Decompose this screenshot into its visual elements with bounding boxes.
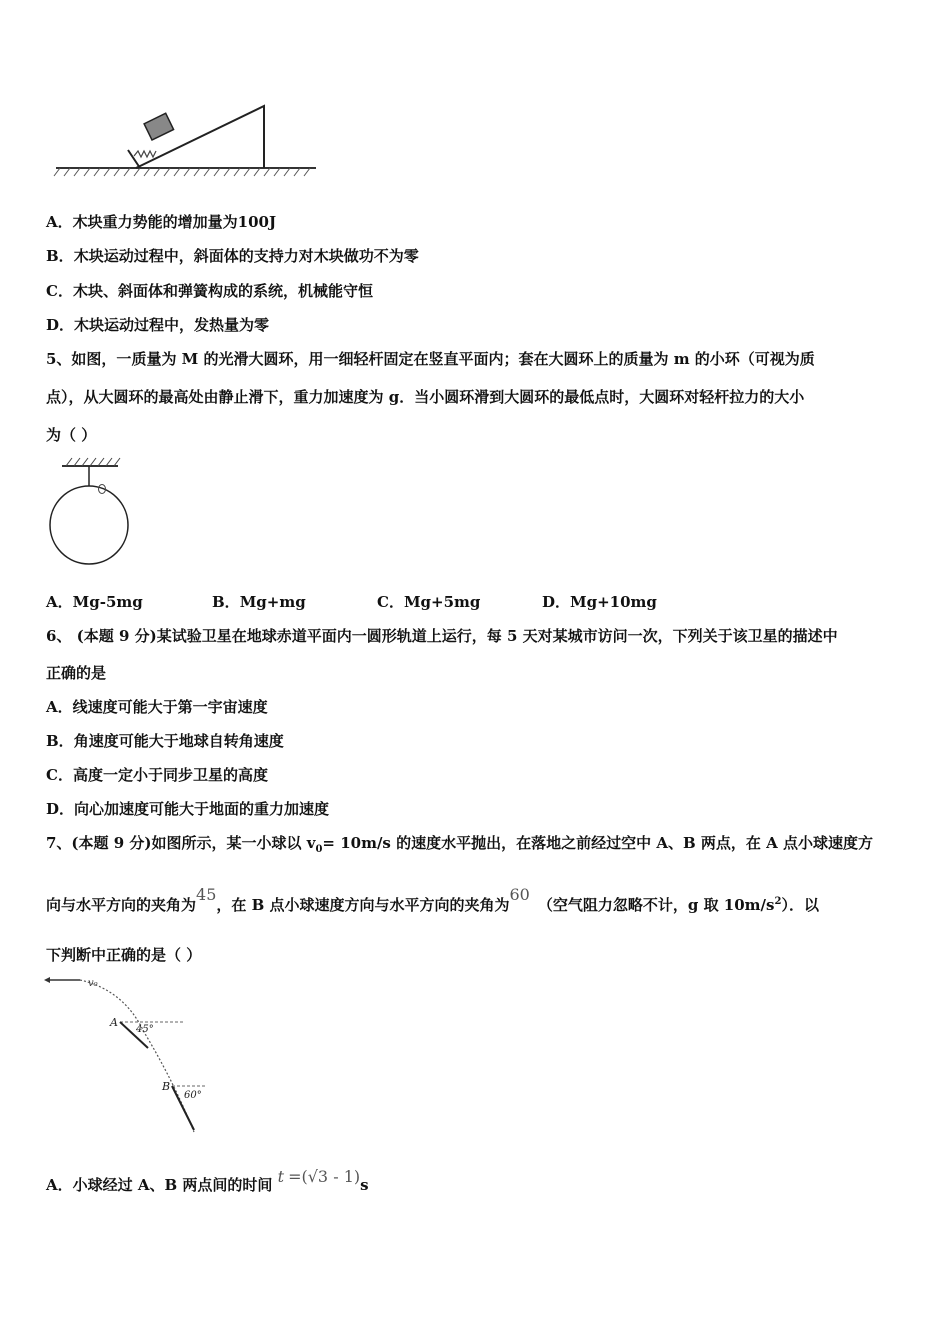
v0-label: v₀	[88, 978, 98, 989]
point-b-label: B	[162, 1080, 171, 1093]
angle-b-label: 60°	[184, 1090, 202, 1101]
point-a-label: A	[110, 1016, 118, 1029]
q5-option-c: C．Mg+5mg	[377, 593, 481, 611]
q5-stem-line1: 5、如图，一质量为 M 的光滑大圆环，用一细轻杆固定在竖直平面内；套在大圆环上的质量为 m 的小环（可视为质	[46, 350, 815, 368]
q6-stem-line2: 正确的是	[46, 664, 107, 682]
q6-option-b: B．角速度可能大于地球自转角速度	[46, 732, 284, 750]
ring-figure	[44, 452, 134, 570]
q7-stem-line1: 7、(本题 9 分)如图所示，某一小球以 $v_0= 10m/s$ 的速度水平抛出，在落地之前经过空中 A、B 两点，在 A 点小球速度方	[46, 834, 873, 855]
q4-option-a: A．木块重力势能的增加量为100J	[46, 213, 277, 231]
incline-figure	[44, 96, 324, 180]
q6-option-d: D．向心加速度可能大于地面的重力加速度	[46, 800, 330, 818]
q5-stem-line3: 为（ ）	[46, 426, 97, 444]
projectile-figure	[44, 972, 214, 1142]
q4-option-b: B．木块运动过程中，斜面体的支持力对木块做功不为零	[46, 247, 419, 265]
q4-option-c: C．木块、斜面体和弹簧构成的系统，机械能守恒	[46, 282, 373, 300]
q6-option-a: A．线速度可能大于第一宇宙速度	[46, 698, 268, 716]
angle-60: 60	[509, 885, 530, 904]
angle-45: 45	[196, 885, 217, 904]
q7-stem-line2: 向与水平方向的夹角为45，在 B 点小球速度方向与水平方向的夹角为60（空气阻力忽略不计，g 取 $10m/s^2$）．以	[46, 885, 819, 914]
q7-stem-line3: 下判断中正确的是（ ）	[46, 946, 202, 964]
q6-option-c: C．高度一定小于同步卫星的高度	[46, 766, 268, 784]
q5-option-b: B．Mg+mg	[212, 593, 306, 611]
q5-option-d: D．Mg+10mg	[542, 593, 657, 611]
q5-stem-line2: 点），从大圆环的最高处由静止滑下，重力加速度为 g．当小圆环滑到大圆环的最低点时，大圆环对轻杆拉力的大小	[46, 388, 805, 406]
q7-option-a: A．小球经过 A、B 两点间的时间 t =(√3 - 1)s	[46, 1167, 369, 1194]
angle-a-label: 45°	[136, 1024, 154, 1035]
q5-option-a: A．Mg-5mg	[46, 593, 143, 611]
q6-stem-line1: 6、 (本题 9 分)某试验卫星在地球赤道平面内一圆形轨道上运行，每 5 天对某城市访问一次，下列关于该卫星的描述中	[46, 627, 838, 645]
q4-option-d: D．木块运动过程中，发热量为零	[46, 316, 270, 334]
